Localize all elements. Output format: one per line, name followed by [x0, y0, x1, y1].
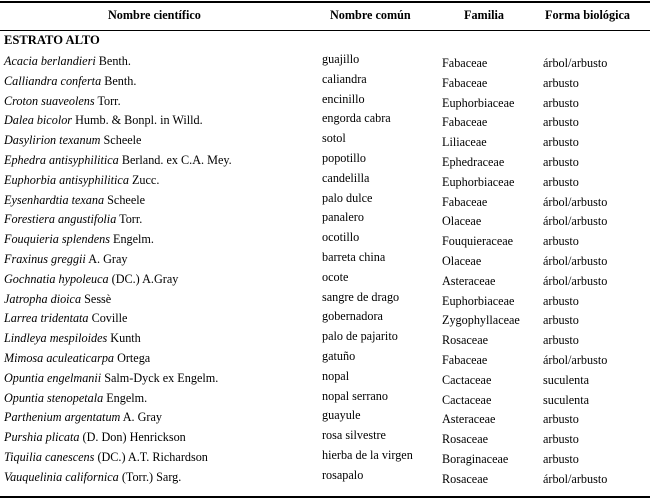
species-binomial: Dasylirion texanum: [4, 133, 101, 148]
cell-family: Asteraceae: [442, 412, 496, 427]
species-binomial: Opuntia stenopetala: [4, 390, 104, 405]
cell-common-name: rosa silvestre: [322, 428, 386, 443]
cell-common-name: candelilla: [322, 170, 370, 185]
header-family: Familia: [464, 8, 504, 22]
cell-biological-form: arbusto: [543, 135, 579, 150]
cell-common-name: sangre de drago: [322, 289, 400, 304]
cell-common-name: nopal: [322, 368, 350, 383]
cell-common-name: rosapalo: [322, 467, 364, 482]
species-author: (D. Don) Henrickson: [82, 430, 186, 445]
cell-common-name: popotillo: [322, 150, 367, 165]
species-author: Scheele: [103, 133, 142, 148]
species-binomial: Dalea bicolor: [4, 113, 73, 128]
cell-biological-form: arbusto: [543, 234, 579, 249]
cell-scientific-name: [4, 309, 127, 329]
header-common-name: Nombre común: [330, 8, 411, 22]
cell-common-name: sotol: [322, 131, 346, 146]
species-author: Zucc.: [131, 172, 160, 187]
species-binomial: Vauquelinia californica: [4, 469, 119, 484]
cell-scientific-name: [4, 191, 145, 211]
cell-biological-form: arbusto: [543, 333, 579, 348]
species-binomial: Croton suaveolens: [4, 93, 95, 108]
cell-scientific-name: [4, 290, 111, 310]
species-binomial: Parthenium argentatum: [4, 410, 121, 425]
cell-biological-form: arbusto: [543, 451, 579, 466]
cell-biological-form: árbol/arbusto: [543, 352, 608, 367]
species-binomial: Euphorbia antisyphilitica: [4, 172, 129, 187]
species-binomial: Mimosa aculeaticarpa: [4, 350, 115, 365]
cell-biological-form: arbusto: [543, 174, 579, 189]
cell-family: Liliaceae: [442, 135, 487, 150]
table-body: [0, 52, 650, 488]
species-binomial: Opuntia engelmanii: [4, 370, 102, 385]
species-binomial: Larrea tridentata: [4, 311, 89, 326]
cell-family: Rosaceae: [442, 471, 489, 486]
cell-family: Boraginaceae: [442, 451, 509, 466]
species-binomial: Acacia berlandieri: [4, 54, 96, 68]
header-biological-form: Forma biológica: [545, 8, 630, 22]
cell-scientific-name: [4, 468, 181, 488]
species-author: Benth.: [98, 54, 131, 68]
species-author: Kunth: [110, 331, 141, 346]
species-binomial: Calliandra conferta: [4, 73, 102, 88]
cell-common-name: guajillo: [322, 52, 360, 66]
cell-family: Fabaceae: [442, 352, 488, 367]
species-author: Scheele: [107, 192, 146, 207]
cell-common-name: ocote: [322, 269, 349, 284]
cell-family: Rosaceae: [442, 333, 489, 348]
species-binomial: Fouquieria splendens: [4, 232, 110, 247]
cell-common-name: engorda cabra: [322, 111, 391, 126]
cell-family: Ephedraceae: [442, 154, 505, 169]
species-binomial: Ephedra antisyphilitica: [4, 152, 119, 167]
cell-biological-form: árbol/arbusto: [543, 253, 608, 268]
cell-common-name: barreta china: [322, 249, 386, 264]
species-binomial: Lindleya mespiloides: [4, 331, 108, 346]
species-author: Sessè: [84, 291, 112, 306]
species-author: Berland. ex C.A. Mey.: [121, 152, 232, 167]
cell-scientific-name: [4, 72, 136, 92]
cell-scientific-name: [4, 349, 150, 369]
species-author: Benth.: [104, 73, 137, 88]
cell-biological-form: arbusto: [543, 313, 579, 328]
species-author: Salm-Dyck ex Engelm.: [104, 370, 219, 385]
cell-family: Olaceae: [442, 253, 482, 268]
species-author: Torr.: [97, 93, 121, 108]
cell-biological-form: arbusto: [543, 75, 579, 90]
cell-biological-form: árbol/arbusto: [543, 273, 608, 288]
species-author: Engelm.: [113, 232, 154, 247]
species-binomial: Fraxinus greggii: [4, 251, 86, 266]
cell-common-name: palo dulce: [322, 190, 373, 205]
species-author: A. Gray: [122, 410, 162, 425]
cell-family: Zygophyllaceae: [442, 313, 520, 328]
species-author: Humb. & Bonpl. in Willd.: [75, 113, 203, 128]
cell-scientific-name: [4, 52, 131, 72]
species-author: Engelm.: [106, 390, 148, 405]
cell-scientific-name: [4, 210, 142, 230]
species-binomial: Gochnatia hypoleuca: [4, 271, 109, 286]
table-top-rule: [0, 1, 650, 3]
cell-family: Asteraceae: [442, 273, 496, 288]
cell-biological-form: arbusto: [543, 95, 579, 110]
cell-common-name: ocotillo: [322, 230, 360, 245]
cell-scientific-name: [4, 329, 141, 349]
cell-biological-form: arbusto: [543, 154, 579, 169]
species-author: Coville: [91, 311, 128, 326]
cell-common-name: hierba de la virgen: [322, 447, 413, 462]
cell-biological-form: suculenta: [543, 372, 590, 387]
cell-common-name: encinillo: [322, 91, 365, 106]
header-divider-rule: [0, 30, 650, 31]
cell-scientific-name: [4, 428, 186, 448]
cell-biological-form: suculenta: [543, 392, 590, 407]
cell-biological-form: arbusto: [543, 293, 579, 308]
cell-common-name: caliandra: [322, 71, 367, 86]
cell-family: Olaceae: [442, 214, 482, 229]
species-binomial: Tiquilia canescens: [4, 449, 95, 464]
cell-scientific-name: [4, 448, 208, 468]
species-author: Torr.: [119, 212, 143, 227]
species-binomial: Purshia plicata: [4, 430, 80, 445]
species-author: Ortega: [117, 350, 151, 365]
species-author: (DC.) A.Gray: [111, 271, 179, 286]
species-author: A. Gray: [88, 251, 128, 266]
cell-scientific-name: [4, 408, 162, 428]
cell-biological-form: árbol/arbusto: [543, 194, 608, 209]
cell-biological-form: árbol/arbusto: [543, 471, 608, 486]
table-row: [0, 468, 650, 488]
species-author: (Torr.) Sarg.: [121, 469, 182, 484]
cell-scientific-name: [4, 389, 147, 409]
species-binomial: Eysenhardtia texana: [4, 192, 105, 207]
cell-family: Rosaceae: [442, 432, 489, 447]
cell-common-name: guayule: [322, 408, 361, 423]
species-binomial: Jatropha dioica: [4, 291, 82, 306]
cell-family: Fouquieraceae: [442, 234, 514, 249]
cell-common-name: panalero: [322, 210, 364, 225]
cell-biological-form: arbusto: [543, 412, 579, 427]
cell-scientific-name: [4, 92, 121, 112]
cell-scientific-name: [4, 151, 232, 171]
cell-common-name: gatuño: [322, 348, 356, 363]
cell-family: Fabaceae: [442, 75, 488, 90]
cell-family: Euphorbiaceae: [442, 293, 515, 308]
cell-biological-form: árbol/arbusto: [543, 56, 608, 70]
cell-family: Euphorbiaceae: [442, 95, 515, 110]
species-binomial: Forestiera angustifolia: [4, 212, 117, 227]
cell-family: Cactaceae: [442, 372, 492, 387]
cell-biological-form: árbol/arbusto: [543, 214, 608, 229]
cell-scientific-name: [4, 369, 218, 389]
cell-scientific-name: [4, 250, 127, 270]
header-scientific-name: Nombre científico: [108, 8, 201, 22]
table-bottom-rule: [0, 496, 650, 498]
section-title: ESTRATO ALTO: [4, 33, 100, 47]
cell-family: Euphorbiaceae: [442, 174, 515, 189]
cell-family: Fabaceae: [442, 115, 488, 130]
cell-scientific-name: [4, 171, 159, 191]
species-author: (DC.) A.T. Richardson: [97, 449, 208, 464]
cell-common-name: nopal serrano: [322, 388, 388, 403]
cell-scientific-name: [4, 111, 203, 131]
cell-family: Fabaceae: [442, 56, 488, 70]
cell-scientific-name: [4, 131, 141, 151]
cell-family: Cactaceae: [442, 392, 492, 407]
cell-scientific-name: [4, 270, 178, 290]
cell-scientific-name: [4, 230, 154, 250]
cell-common-name: gobernadora: [322, 309, 383, 324]
cell-common-name: palo de pajarito: [322, 329, 398, 344]
cell-biological-form: arbusto: [543, 115, 579, 130]
cell-family: Fabaceae: [442, 194, 488, 209]
cell-biological-form: arbusto: [543, 432, 579, 447]
